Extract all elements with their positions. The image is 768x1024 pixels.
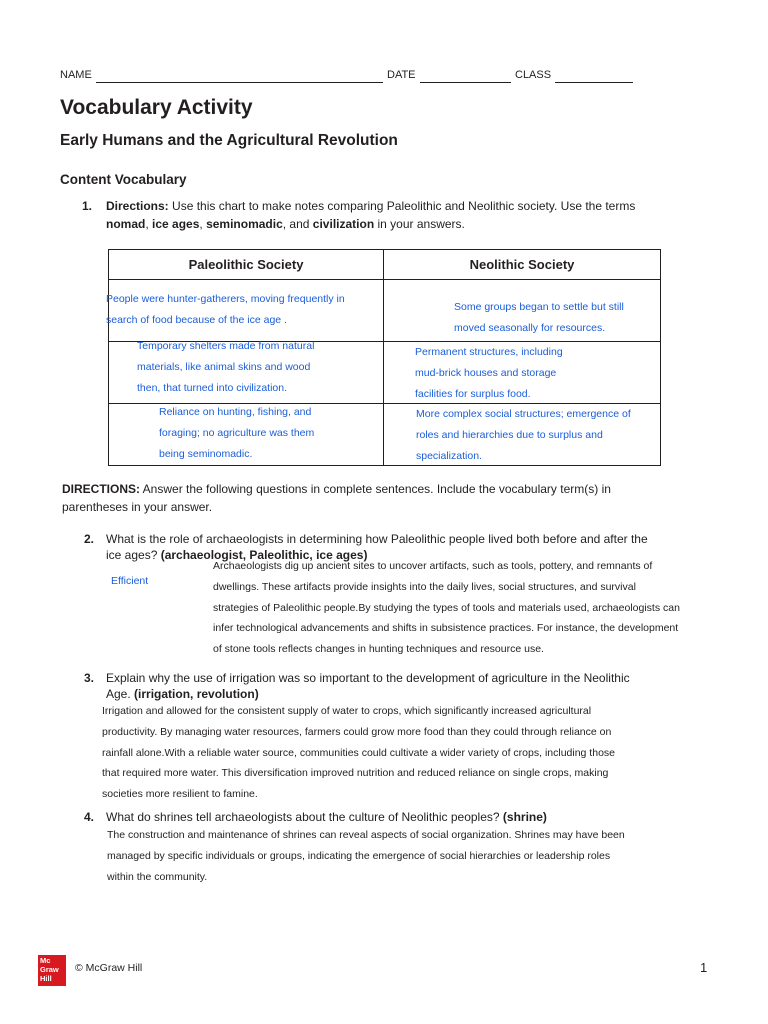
cell-line: then, that turned into civilization. xyxy=(137,381,288,394)
q1-directions-label: Directions: xyxy=(106,199,169,213)
sep: , xyxy=(145,217,153,231)
answer-line: within the community. xyxy=(107,870,208,883)
logo-line: Hill xyxy=(40,974,52,983)
q4-prompt xyxy=(106,808,706,826)
q3-line: Explain why the use of irrigation was so important to the development of agriculture in the Neolithic xyxy=(106,671,630,685)
name-label: NAME xyxy=(60,69,92,81)
directions-2-text: Answer the following questions in complete sentences. Include the vocabulary term(s) in xyxy=(140,482,611,496)
cell-line: More complex social structures; emergence of xyxy=(416,408,631,420)
term-civilization: civilization xyxy=(312,217,375,231)
page-title: Vocabulary Activity xyxy=(60,96,253,119)
sep: , and xyxy=(282,217,313,231)
date-field[interactable] xyxy=(420,82,511,83)
term-ice-ages: ice ages xyxy=(152,217,200,231)
cell-line: specialization. xyxy=(416,449,482,462)
q1-number: 1. xyxy=(82,199,93,213)
cell-paleo-3[interactable] xyxy=(109,404,384,466)
directions-2-text: parentheses in your answer. xyxy=(62,500,213,514)
q3-prompt xyxy=(106,669,706,703)
directions-2-label: DIRECTIONS: xyxy=(62,482,140,496)
q4-number: 4. xyxy=(84,810,95,824)
answer-line: dwellings. These artifacts provide insights into the daily lives, social structures, and survival xyxy=(213,580,636,593)
logo-line: Mc xyxy=(40,956,51,965)
cell-line: Temporary shelters made from natural xyxy=(137,340,315,352)
q1-directions-text: Use this chart to make notes comparing Paleolithic and Neolithic society. Use the terms xyxy=(168,199,636,213)
page-subtitle: Early Humans and the Agricultural Revolution xyxy=(60,132,398,149)
q2-number: 2. xyxy=(84,532,95,546)
cell-neo-3[interactable] xyxy=(384,404,661,466)
page-number: 1 xyxy=(700,960,708,975)
class-label: CLASS xyxy=(515,69,552,81)
q4-terms: (shrine) xyxy=(502,810,547,824)
cell-line: roles and hierarchies due to surplus and xyxy=(416,428,603,441)
q2-note: Efficient xyxy=(111,575,149,587)
cell-line: Permanent structures, including xyxy=(415,346,563,358)
q3-answer[interactable] xyxy=(102,701,662,805)
cell-line: Some groups began to settle but still xyxy=(454,301,624,313)
q3-number: 3. xyxy=(84,671,95,685)
cell-line: search of food because of the ice age . xyxy=(106,313,287,326)
logo-line: Graw xyxy=(40,965,59,974)
q2-line: What is the role of archaeologists in determining how Paleolithic people lived both before and after the xyxy=(106,532,648,546)
cell-line: foraging; no agriculture was them xyxy=(159,426,315,439)
header-paleolithic: Paleolithic Society xyxy=(109,250,384,280)
comparison-table xyxy=(108,249,661,466)
cell-line: mud-brick houses and storage xyxy=(415,366,557,379)
mcgraw-hill-logo xyxy=(38,955,66,986)
q4-line: What do shrines tell archaeologists about the culture of Neolithic peoples? xyxy=(106,810,503,824)
copyright: © McGraw Hill xyxy=(75,962,143,974)
section-heading: Content Vocabulary xyxy=(60,172,187,187)
sep: , xyxy=(199,217,207,231)
answer-line: strategies of Paleolithic people.By studying the types of tools and materials used, archaeologists can xyxy=(213,601,680,614)
cell-line: being seminomadic. xyxy=(159,447,253,460)
name-field[interactable] xyxy=(96,82,383,83)
answer-line: that required more water. This diversification improved nutrition and reduced reliance on single crops, making xyxy=(102,767,609,780)
cell-line: People were hunter-gatherers, moving frequently in xyxy=(106,293,345,305)
q4-answer[interactable] xyxy=(107,825,687,887)
directions-2 xyxy=(62,480,702,516)
q1-directions xyxy=(106,197,666,233)
answer-line: societies more resilient to famine. xyxy=(102,788,258,801)
answer-line: rainfall alone.With a reliable water source, communities could cultivate a wider variety of crops, including those xyxy=(102,746,615,759)
answer-line: The construction and maintenance of shrines can reveal aspects of social organization. Shrines may have been xyxy=(107,829,625,841)
cell-line: Reliance on hunting, fishing, and xyxy=(159,406,312,418)
term-seminomadic: seminomadic xyxy=(206,217,283,231)
date-label: DATE xyxy=(387,69,416,81)
answer-line: Irrigation and allowed for the consistent supply of water to crops, which significantly increased agricultural xyxy=(102,705,592,717)
term-nomad: nomad xyxy=(106,217,146,231)
answer-line: of stone tools reflects changes in hunting techniques and resource use. xyxy=(213,643,544,656)
q1-tail: in your answers. xyxy=(374,217,465,231)
cell-line: materials, like animal skins and wood xyxy=(137,360,311,373)
q2-terms: (archaeologist, Paleolithic, ice ages) xyxy=(160,548,368,562)
class-field[interactable] xyxy=(555,82,633,83)
q2-line: ice ages? xyxy=(106,548,161,562)
q2-answer[interactable] xyxy=(213,556,733,660)
answer-line: Archaeologists dig up ancient sites to uncover artifacts, such as tools, pottery, and remnants of xyxy=(213,560,653,572)
answer-line: productivity. By managing water resources, farmers could grow more food than they could through reliance on xyxy=(102,725,612,738)
cell-line: moved seasonally for resources. xyxy=(454,321,606,334)
q3-terms: (irrigation, revolution) xyxy=(134,687,259,701)
header-neolithic: Neolithic Society xyxy=(384,250,661,280)
q3-line: Age. xyxy=(106,687,135,701)
cell-paleo-1[interactable] xyxy=(106,280,384,342)
cell-neo-2[interactable] xyxy=(384,342,661,404)
answer-line: managed by specific individuals or groups, indicating the emergence of social hierarchies or leadership roles xyxy=(107,849,611,862)
cell-line: facilities for surplus food. xyxy=(415,387,531,400)
cell-paleo-2[interactable] xyxy=(109,342,384,404)
cell-neo-1[interactable] xyxy=(384,280,661,342)
answer-line: infer technological advancements and shifts in subsistence practices. For instance, the development xyxy=(213,622,679,635)
